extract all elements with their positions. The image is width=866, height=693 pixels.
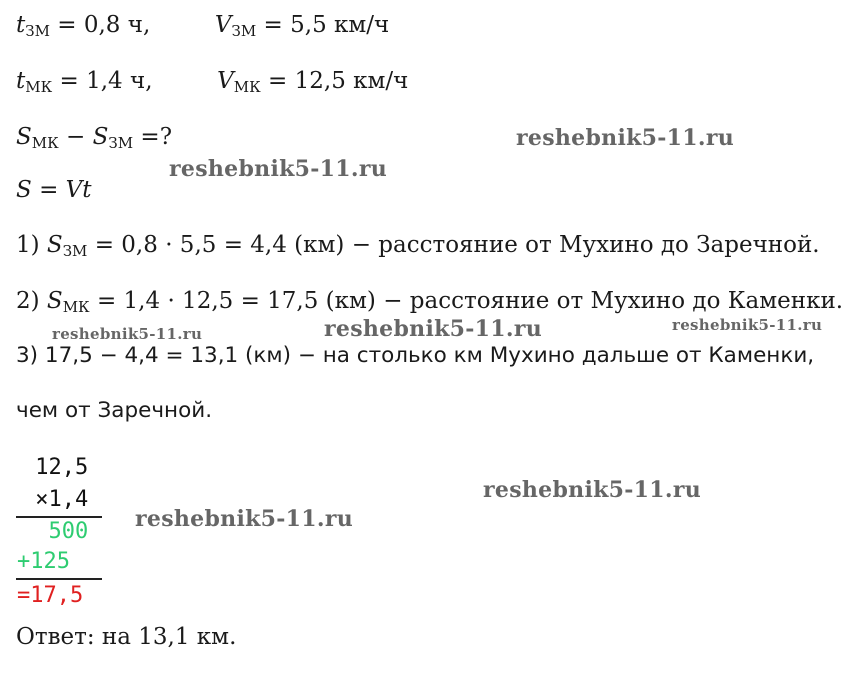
watermark-2: reshebnik5-11.ru bbox=[169, 156, 388, 182]
t-zm-variable: t bbox=[16, 12, 26, 38]
watermark-1: reshebnik5-11.ru bbox=[516, 125, 735, 151]
step-3-line-2: чем от Заречной. bbox=[16, 398, 213, 423]
t-mk-subscript: МК bbox=[25, 78, 53, 96]
step-1-text: = 0,8 · 5,5 = 4,4 (км) − расстояние от Мухино до Заречной. bbox=[87, 232, 820, 258]
v-mk-subscript: МК bbox=[233, 78, 261, 96]
step-2-text: = 1,4 · 12,5 = 17,5 (км) − расстояние от Мухино до Каменки. bbox=[89, 288, 844, 314]
step-2-variable: S bbox=[46, 288, 63, 314]
s-zm-subscript: ЗМ bbox=[108, 134, 134, 152]
calc-row-result: =17,5 bbox=[17, 583, 84, 608]
formula-line: S = Vt bbox=[16, 177, 92, 203]
watermark-6: reshebnik5-11.ru bbox=[483, 477, 702, 503]
s-mk-variable: S bbox=[16, 124, 32, 150]
v-mk-value: = 12,5 км/ч bbox=[260, 68, 409, 94]
watermark-3: reshebnik5-11.ru bbox=[52, 325, 203, 343]
s-mk-subscript: МК bbox=[31, 134, 59, 152]
v-zm-variable: V bbox=[214, 12, 232, 38]
step-1-subscript: ЗМ bbox=[62, 242, 88, 260]
step-3-line-1: 3) 17,5 − 4,4 = 13,1 (км) − на столько км Мухино дальше от Каменки, bbox=[16, 343, 815, 368]
step-2-number: 2) bbox=[16, 288, 47, 314]
step-1 bbox=[16, 230, 820, 266]
t-mk-value: = 1,4 ч, bbox=[52, 68, 153, 94]
given-line-1 bbox=[16, 10, 389, 46]
v-zm-subscript: ЗМ bbox=[231, 22, 257, 40]
question-mark: =? bbox=[133, 124, 173, 150]
calc-row-partial-1: 500 bbox=[22, 519, 89, 544]
question-line bbox=[16, 122, 172, 158]
watermark-7: reshebnik5-11.ru bbox=[135, 506, 354, 532]
watermark-4: reshebnik5-11.ru bbox=[324, 316, 543, 342]
t-mk-variable: t bbox=[16, 68, 26, 94]
v-zm-value: = 5,5 км/ч bbox=[256, 12, 390, 38]
v-mk-variable: V bbox=[217, 68, 234, 94]
step-1-variable: S bbox=[46, 232, 63, 258]
calc-row-partial-2: +125 bbox=[17, 549, 70, 574]
calc-row-multiplicand: 12,5 bbox=[22, 455, 89, 480]
calc-row-multiplier: ×1,4 bbox=[22, 487, 89, 512]
watermark-5: reshebnik5-11.ru bbox=[672, 316, 823, 334]
step-1-number: 1) bbox=[16, 232, 47, 258]
given-line-2 bbox=[16, 66, 408, 102]
t-zm-value: = 0,8 ч, bbox=[49, 12, 151, 38]
s-zm-variable: S bbox=[92, 124, 109, 150]
t-zm-subscript: ЗМ bbox=[25, 22, 50, 40]
step-2-subscript: МК bbox=[62, 298, 90, 316]
minus-sign: − bbox=[58, 124, 93, 150]
answer-line: Ответ: на 13,1 км. bbox=[16, 624, 237, 650]
